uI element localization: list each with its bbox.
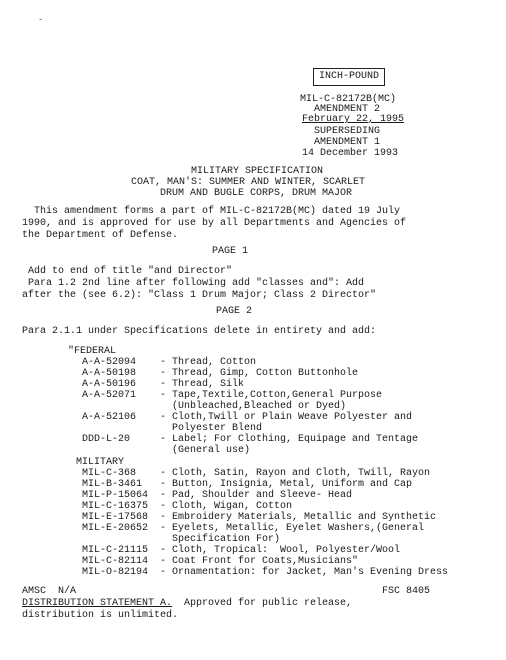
spec-code: A-A-50198 — [82, 368, 137, 379]
superseded-amendment: AMENDMENT 1 — [314, 137, 381, 148]
spec-description: - Thread, Gimp, Cotton Buttonhole — [160, 368, 359, 379]
spec-code: MIL-C-21115 — [82, 545, 149, 556]
spec-description: - Pad, Shoulder and Sleeve- Head — [160, 490, 353, 501]
page-mark: - — [38, 15, 44, 25]
superseding-label: SUPERSEDING — [314, 126, 381, 137]
inch-pound-box: INCH-POUND — [313, 68, 385, 86]
spec-code: MIL-P-15064 — [82, 490, 149, 501]
list-item — [0, 567, 506, 579]
distribution-text: Approved for public release, — [172, 598, 353, 609]
spec-description: - Tape,Textile,Cotton,General Purpose — [160, 390, 383, 401]
spec-code: MIL-C-16375 — [82, 501, 149, 512]
spec-number: MIL-C-82172B(MC) — [300, 94, 397, 105]
spec-description: (Unbleached,Bleached or Dyed) — [160, 401, 347, 412]
spec-code: MIL-E-20652 — [82, 523, 149, 534]
item-title: COAT, MAN'S: SUMMER AND WINTER, SCARLET — [131, 177, 366, 188]
spec-description: - Button, Insignia, Metal, Uniform and Cap — [160, 479, 413, 490]
amsc-label: AMSC N/A — [22, 586, 77, 597]
spec-code: MIL-E-17568 — [82, 512, 149, 523]
spec-description: - Thread, Cotton — [160, 357, 257, 368]
spec-description: - Cloth, Tropical: Wool, Polyester/Wool — [160, 545, 401, 556]
federal-section-label: "FEDERAL — [68, 346, 117, 357]
spec-code: A-A-52094 — [82, 357, 137, 368]
list-item — [0, 445, 506, 457]
spec-description: - Cloth, Satin, Rayon and Cloth, Twill, Rayon — [160, 468, 431, 479]
spec-code: A-A-52106 — [82, 412, 137, 423]
spec-code: MIL-O-82194 — [82, 567, 149, 578]
page2-heading: PAGE 2 — [216, 306, 253, 317]
spec-description: - Label; For Clothing, Equipage and Tentage — [160, 434, 419, 445]
spec-description: Polyester Blend — [160, 423, 263, 434]
amendment-date: February 22, 1995 — [302, 114, 405, 125]
spec-description: - Ornamentation: for Jacket, Man's Evening Dress — [160, 567, 449, 578]
spec-code: MIL-C-82114 — [82, 556, 149, 567]
page2-instruction: Para 2.1.1 under Specifications delete in entirety and add: — [22, 326, 377, 337]
item-subtitle: DRUM AND BUGLE CORPS, DRUM MAJOR — [160, 188, 353, 199]
spec-description: Specification For) — [160, 534, 281, 545]
spec-code: MIL-B-3461 — [82, 479, 143, 490]
intro-line-1: This amendment forms a part of MIL-C-82172B(MC) dated 19 July — [22, 206, 401, 217]
spec-code: A-A-50196 — [82, 379, 137, 390]
spec-description: - Cloth, Wigan, Cotton — [160, 501, 293, 512]
military-section-label: MILITARY — [76, 457, 125, 468]
spec-description: - Embroidery Materials, Metallic and Synthetic — [160, 512, 437, 523]
page1-line-2: Para 1.2 2nd line after following add "classes and": Add — [22, 278, 365, 289]
spec-code: DDD-L-20 — [82, 434, 131, 445]
spec-code: A-A-52071 — [82, 390, 137, 401]
distribution-label: DISTRIBUTION STATEMENT A. — [22, 598, 173, 609]
spec-code: MIL-C-368 — [82, 468, 137, 479]
distribution-statement — [22, 598, 352, 610]
page1-line-1: Add to end of title "and Director" — [22, 266, 233, 277]
spec-description: - Eyelets, Metallic, Eyelet Washers,(General — [160, 523, 425, 534]
fsc-label: FSC 8405 — [382, 586, 431, 597]
spec-description: - Coat Front for Coats,Musicians" — [160, 556, 359, 567]
page1-line-3: after the (see 6.2): "Class 1 Drum Major; Class 2 Director" — [22, 290, 377, 301]
page1-heading: PAGE 1 — [212, 246, 249, 257]
superseded-date: 14 December 1993 — [302, 148, 399, 159]
doc-type-title: MILITARY SPECIFICATION — [191, 166, 324, 177]
spec-description: (General use) — [160, 445, 251, 456]
intro-line-3: the Department of Defense. — [22, 230, 179, 241]
spec-description: - Cloth,Twill or Plain Weave Polyester and — [160, 412, 413, 423]
spec-description: - Thread, Silk — [160, 379, 245, 390]
distribution-line-2: distribution is unlimited. — [22, 610, 179, 621]
intro-line-2: 1990, and is approved for use by all Departments and Agencies of — [22, 218, 407, 229]
amendment-label: AMENDMENT 2 — [314, 104, 381, 115]
